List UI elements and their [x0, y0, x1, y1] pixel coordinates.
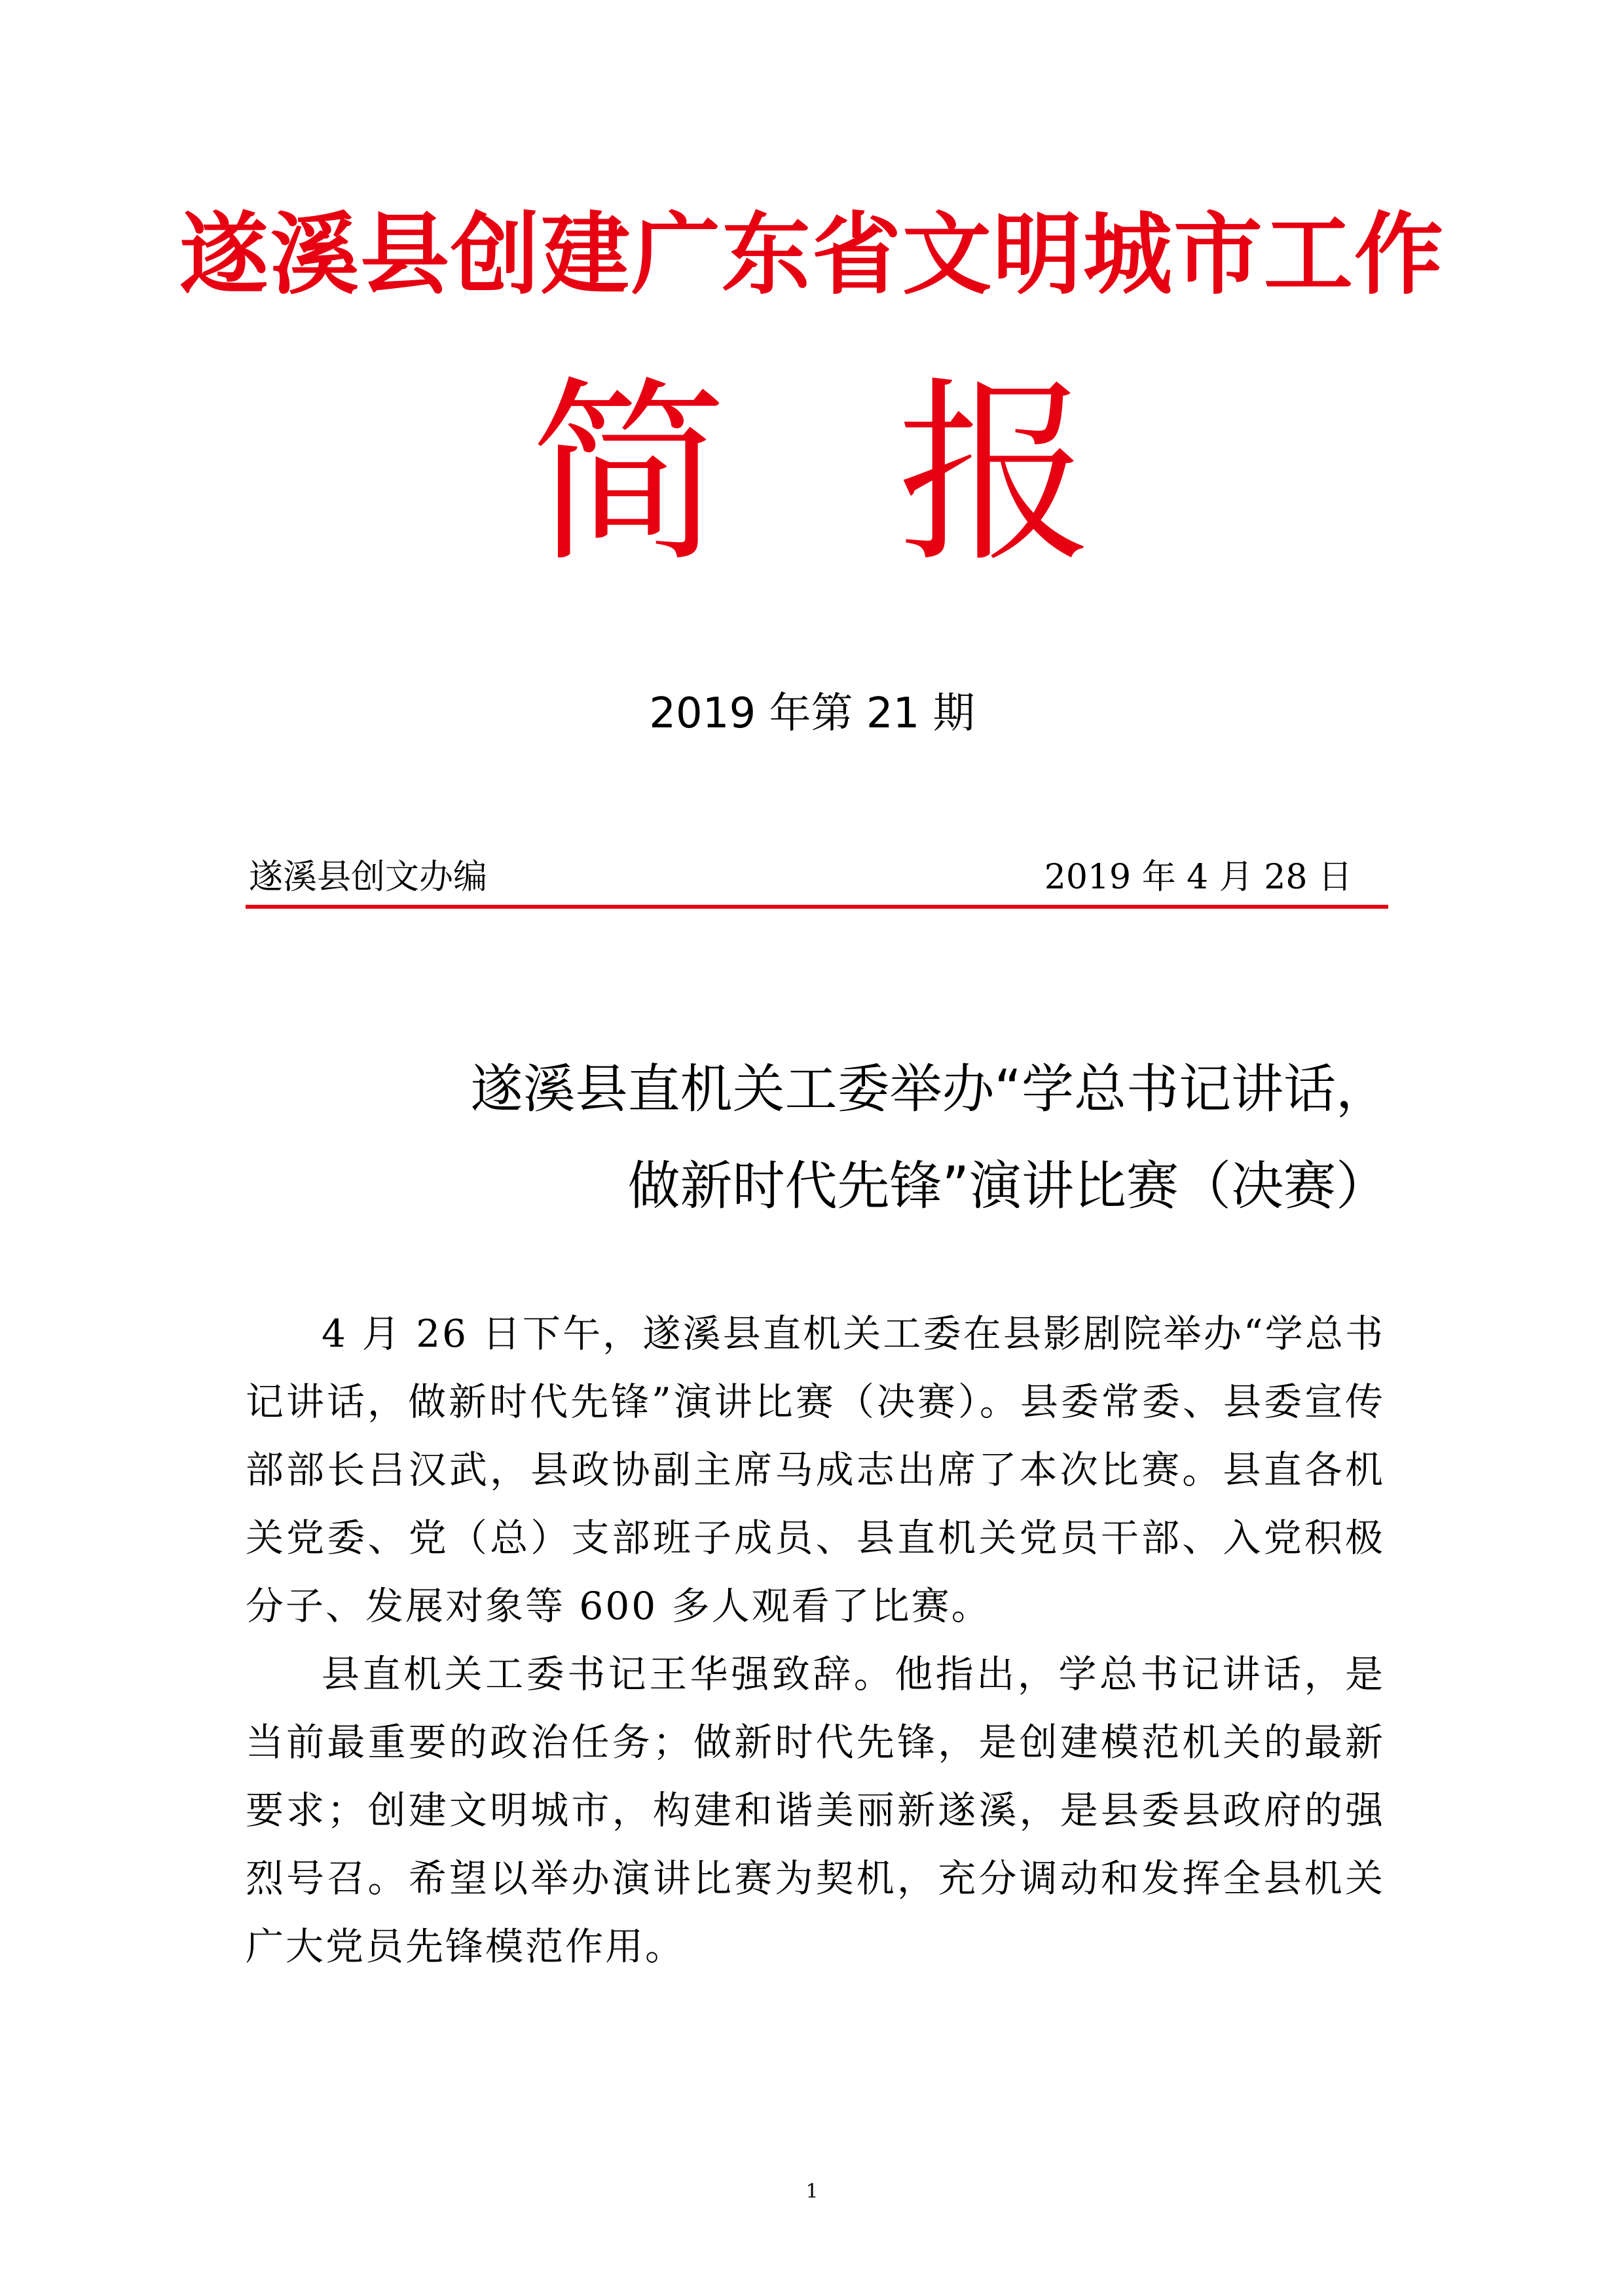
headline-line-2: 做新时代先锋”演讲比赛（决赛） — [627, 1156, 1388, 1216]
body-paragraph: 县直机关工委书记王华强致辞。他指出，学总书记讲话，是当前最重要的政治任务；做新时代先锋，是创建模范机关的最新要求；创建文明城市，构建和谐美丽新遂溪，是县委县政府的强烈号召。希望以举办演讲比赛为契机，充分调动和发挥全县机关广大党员先锋模范作用。 — [246, 1652, 1385, 1969]
masthead-brief-char-1: 简 — [530, 360, 727, 589]
headline-line-1: 遂溪县直机关工委举办“学总书记讲话， — [470, 1059, 1388, 1120]
article-body — [246, 1300, 1385, 1980]
masthead-title: 遂溪县创建广东省文明城市工作 — [179, 204, 1445, 307]
article-headline — [246, 1041, 1388, 1235]
masthead-brief-title — [0, 360, 1624, 589]
masthead-brief-char-2: 报 — [897, 360, 1094, 589]
meta-row — [246, 851, 1388, 903]
publish-date: 2019 年 4 月 28 日 — [1044, 858, 1352, 897]
editor-label: 遂溪县创文办编 — [249, 858, 488, 897]
page-number: 1 — [805, 2180, 819, 2203]
issue-number: 2019 年第 21 期 — [649, 689, 975, 738]
red-divider — [246, 905, 1388, 909]
body-paragraph: 4 月 26 日下午，遂溪县直机关工委在县影剧院举办“学总书记讲话，做新时代先锋”演讲比赛（决赛）。县委常委、县委宣传部部长吕汉武，县政协副主席马成志出席了本次比赛。县直各机关党委、党（总）支部班子成员、县直机关党员干部、入党积极分子、发展对象等 600 多人观看了比赛。 — [246, 1311, 1385, 1628]
